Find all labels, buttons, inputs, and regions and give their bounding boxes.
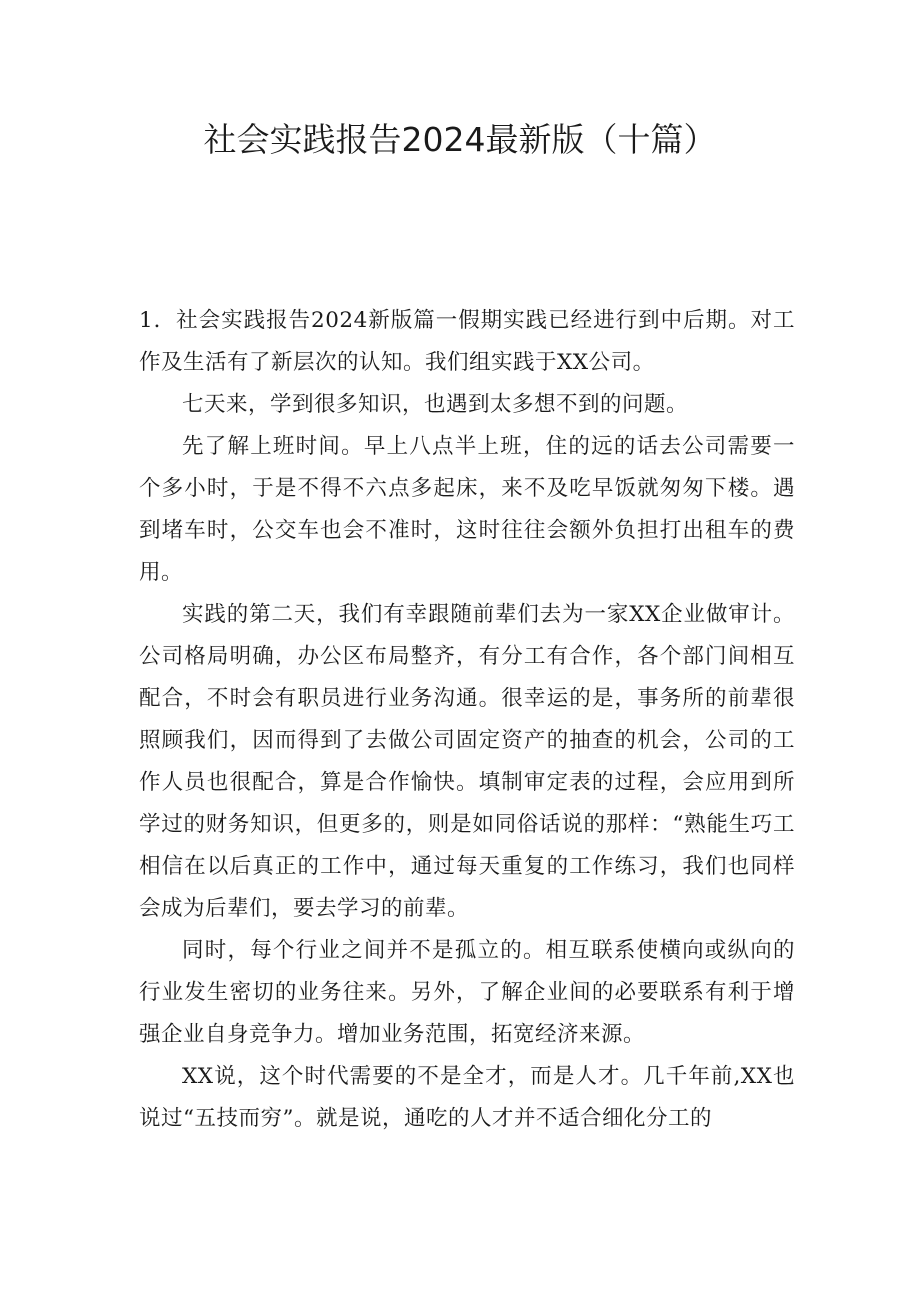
document-body [139,300,795,1140]
paragraph-intro: 1．社会实践报告2024新版篇一假期实践已经进行到中后期。对工作及生活有了新层次的认知。我们组实践于XX公司。 [139,308,795,375]
paragraph-industry-links: 同时，每个行业之间并不是孤立的。相互联系使横向或纵向的行业发生密切的业务往来。另外，了解企业间的必要联系有利于增强企业自身竞争力。增加业务范围，拓宽经济来源。 [139,938,795,1047]
paragraph-talent: XX说，这个时代需要的不是全才，而是人才。几千年前,XX也说过“五技而穷”。就是说，通吃的人才并不适合细化分工的 [139,1064,795,1131]
document-title: 社会实践报告2024最新版（十篇） [203,120,717,159]
paragraph-audit-day: 实践的第二天，我们有幸跟随前辈们去为一家XX企业做审计。公司格局明确，办公区布局整齐，有分工有合作，各个部门间相互配合，不时会有职员进行业务沟通。很幸运的是，事务所的前辈很照顾我们，因而得到了去做公司固定资产的抽查的机会，公司的工作人员也很配合，算是合作愉快。填制审定表的过程，会应用到所学过的财务知识，但更多的，则是如同俗话说的那样：“熟能生巧工相信在以后真正的工作中，通过每天重复的工作练习，我们也同样会成为后辈们，要去学习的前辈。 [139,602,795,921]
paragraph-seven-days: 七天来，学到很多知识，也遇到太多想不到的问题。 [182,392,689,417]
paragraph-work-hours: 先了解上班时间。早上八点半上班，住的远的话去公司需要一个多小时，于是不得不六点多起床，来不及吃早饭就匆匆下楼。遇到堵车时，公交车也会不准时，这时往往会额外负担打出租车的费用。 [139,434,795,585]
